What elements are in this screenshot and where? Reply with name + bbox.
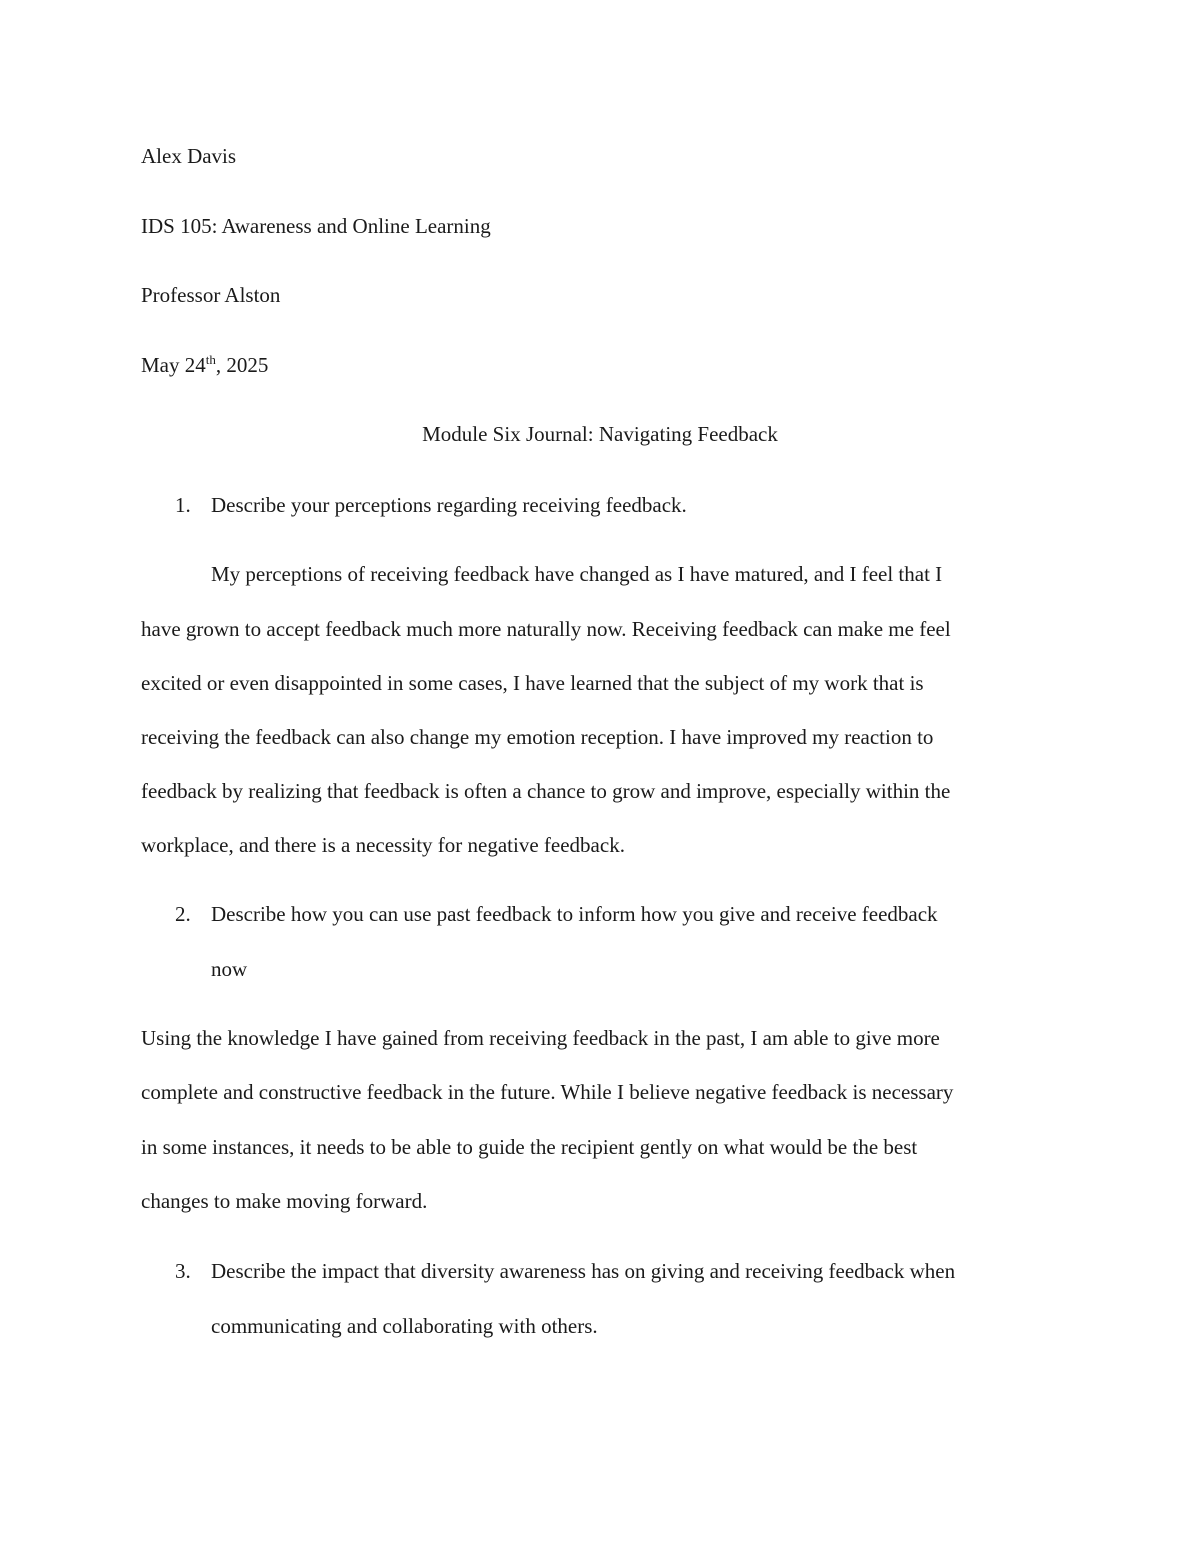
date-superscript: th bbox=[205, 352, 216, 367]
document-title: Module Six Journal: Navigating Feedback bbox=[422, 422, 778, 446]
question-text: now bbox=[211, 957, 248, 981]
answer-line: have grown to accept feedback much more naturally now. Receiving feedback can make me feel bbox=[141, 617, 951, 641]
answer-line: changes to make moving forward. bbox=[141, 1189, 428, 1213]
author-name: Alex Davis bbox=[141, 144, 237, 168]
answer-line: workplace, and there is a necessity for negative feedback. bbox=[141, 833, 625, 857]
answer-line: feedback by realizing that feedback is often a chance to grow and improve, especially within the bbox=[141, 779, 951, 803]
answer-line: receiving the feedback can also change my emotion reception. I have improved my reaction to bbox=[141, 725, 934, 749]
professor-name: Professor Alston bbox=[141, 283, 281, 307]
question-number: 2. bbox=[175, 902, 191, 926]
answer-line: Using the knowledge I have gained from receiving feedback in the past, I am able to give more bbox=[141, 1026, 940, 1050]
course-title: IDS 105: Awareness and Online Learning bbox=[141, 214, 491, 238]
question-text: Describe your perceptions regarding receiving feedback. bbox=[211, 493, 687, 517]
question-text: communicating and collaborating with others. bbox=[211, 1314, 598, 1338]
question-text: Describe how you can use past feedback to inform how you give and receive feedback bbox=[211, 902, 938, 926]
answer-line: in some instances, it needs to be able to guide the recipient gently on what would be the best bbox=[141, 1135, 918, 1159]
date-line: May 24th, 2025 bbox=[141, 352, 269, 377]
question-number: 1. bbox=[175, 493, 191, 517]
answer-line: excited or even disappointed in some cases, I have learned that the subject of my work that is bbox=[141, 671, 924, 695]
answer-line: My perceptions of receiving feedback have changed as I have matured, and I feel that I bbox=[211, 562, 943, 586]
question-number: 3. bbox=[175, 1259, 191, 1283]
question-text: Describe the impact that diversity awareness has on giving and receiving feedback when bbox=[211, 1259, 956, 1283]
answer-line: complete and constructive feedback in the future. While I believe negative feedback is necessary bbox=[141, 1080, 954, 1104]
